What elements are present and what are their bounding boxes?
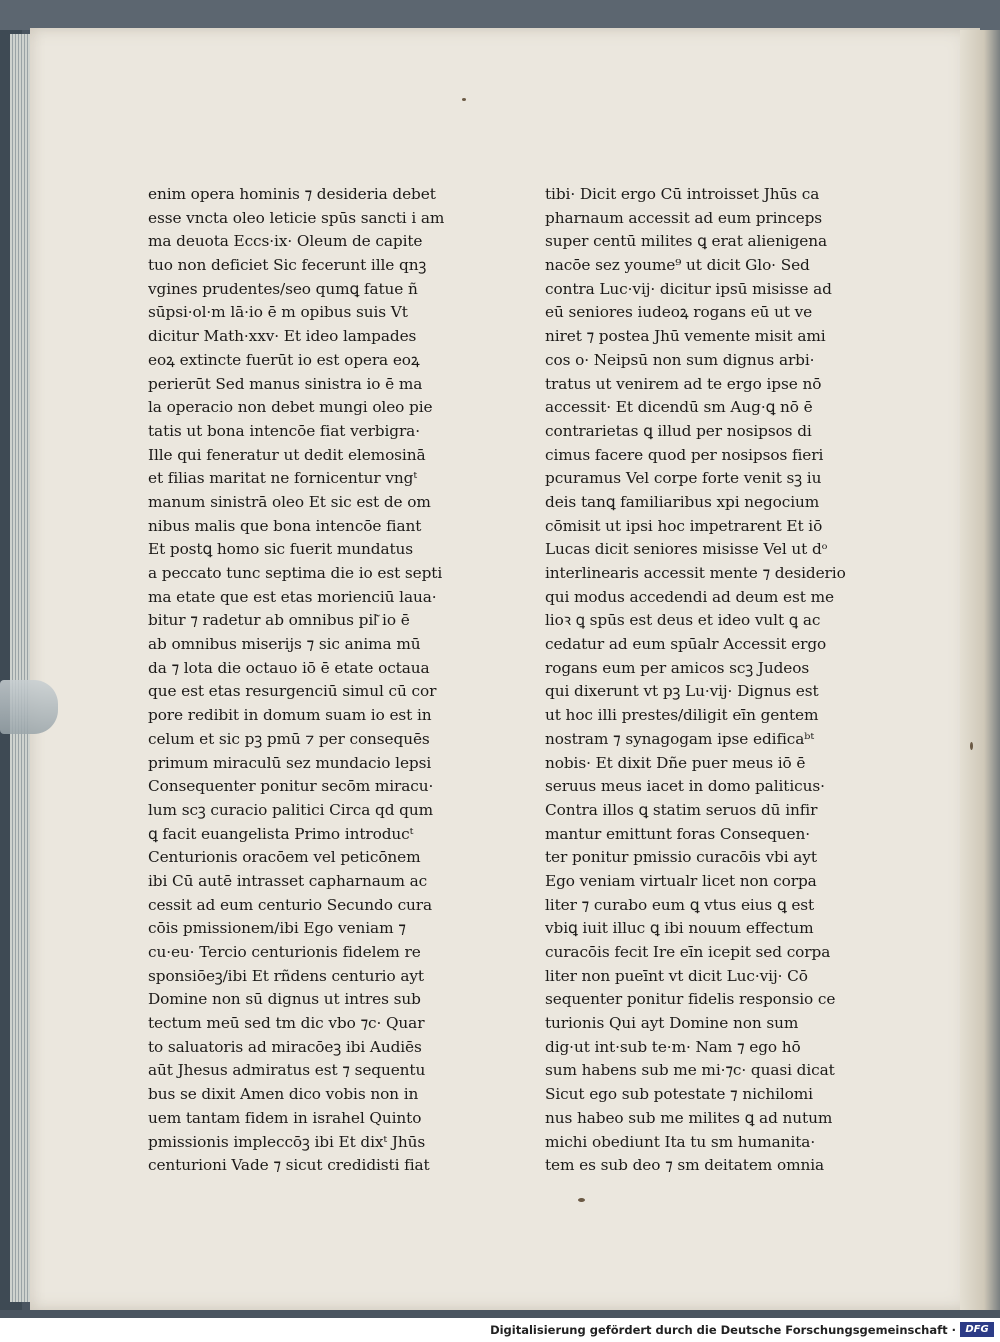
- text-line: deis tanꝗ familiaribus xpi negocium: [545, 492, 820, 511]
- text-line: que est etas resurgenciū simul cū cor: [148, 682, 437, 701]
- text-line: celum et sic pꝫ pmū ⁊ per consequēs: [148, 729, 430, 748]
- text-line: ab omnibus miserijs ⁊ sic anima mū: [148, 635, 421, 654]
- text-line: accessit· Et dicendū sm Aug·ꝗ nō ē: [545, 398, 813, 417]
- text-line: qui modus accedendi ad deum est me: [545, 587, 834, 606]
- text-line: contrarietas ꝗ illud per nosipsos di: [545, 421, 812, 440]
- text-line: nus habeo sub me milites ꝗ ad nutum: [545, 1108, 833, 1127]
- text-line: ter ponitur pmissio curacōis vbi ayt: [545, 848, 817, 867]
- text-line: tratus ut venirem ad te ergo ipse nō: [545, 374, 822, 393]
- text-line: nacōe sez youme⁹ ut dicit Glo· Sed: [545, 256, 810, 275]
- text-line: cedatur ad eum spūalr Accessit ergo: [545, 635, 827, 654]
- text-line: tuo non deficiet Sic fecerunt ille qnꝫ: [148, 256, 427, 275]
- text-line: super centū milites ꝗ erat alienigena: [545, 232, 828, 251]
- text-column-left: [148, 183, 460, 1178]
- text-line: da ⁊ lota die octauo iō ē etate octaua: [148, 658, 430, 677]
- text-line: dicitur Math·xxv· Et ideo lampades: [148, 327, 417, 346]
- text-line: lioꝛ ꝗ spūs est deus et ideo vult ꝗ ac: [545, 611, 821, 630]
- text-line: pcuramus Vel corpe forte venit sꝫ iu: [545, 469, 822, 488]
- text-line: Lucas dicit seniores misisse Vel ut dᵒ: [545, 540, 828, 559]
- paper-speck: [970, 742, 973, 750]
- text-line: nostram ⁊ synagogam ipse edificaᵇᵗ: [545, 729, 814, 748]
- text-line: et filias maritat ne fornicentur vngᵗ: [148, 469, 418, 488]
- text-line: uem tantam fidem in israhel Quinto: [148, 1108, 422, 1127]
- text-line: nibus malis que bona intencōe fiant: [148, 516, 422, 535]
- text-line: Domine non sū dignus ut intres sub: [148, 990, 421, 1009]
- text-line: Sicut ego sub potestate ⁊ nichilomi: [545, 1085, 813, 1104]
- text-line: cōmisit ut ipsi hoc impetrarent Et iō: [545, 516, 823, 535]
- digitization-footer: [0, 1318, 1000, 1342]
- text-line: michi obediunt Ita tu sm humanita·: [545, 1132, 816, 1151]
- text-line: tectum meū sed tm dic vbo ⁊c· Quar: [148, 1014, 425, 1033]
- text-line: Centurionis oracōem vel peticōnem: [148, 848, 421, 867]
- text-line: pore redibit in domum suam io est in: [148, 706, 432, 725]
- text-line: eū seniores iudeoꝝ rogans eū ut ve: [545, 303, 813, 322]
- text-line: bitur ⁊ radetur ab omnibus pil͂ io ē: [148, 611, 410, 630]
- text-line: vgines prudentes/seo qumꝗ fatue ñ: [148, 279, 418, 298]
- dfg-logo: DFG: [960, 1322, 994, 1337]
- text-line: bus se dixit Amen dico vobis non in: [148, 1085, 419, 1104]
- text-line: manum sinistrā oleo Et sic est de om: [148, 492, 431, 511]
- text-line: ut hoc illi prestes/diligit eīn gentem: [545, 706, 819, 725]
- text-line: curacōis fecit Ire eīn icepit sed corpa: [545, 943, 831, 961]
- text-line: nobis· Et dixit Dñe puer meus iō ē: [545, 753, 806, 772]
- text-line: liter non pueīnt vt dicit Luc·vij· Cō: [545, 966, 808, 985]
- text-line: contra Luc·vij· dicitur ipsū misisse ad: [545, 279, 832, 298]
- text-line: ma etate que est etas morienciū laua·: [148, 587, 437, 606]
- paper-speck: [462, 98, 466, 101]
- text-line: dig·ut int·sub te·m· Nam ⁊ ego hō: [545, 1037, 801, 1056]
- text-line: Ego veniam virtualr licet non corpa: [545, 871, 817, 890]
- text-line: ma deuota Eccs·ix· Oleum de capite: [148, 232, 423, 251]
- text-line: niret ⁊ postea Jhū vemente misit ami: [545, 327, 826, 346]
- text-line: vbiꝗ iuit illuc ꝗ ibi nouum effectum: [545, 919, 814, 938]
- text-line: primum miraculū sez mundacio lepsi: [148, 753, 432, 772]
- text-line: ibi Cū autē intrasset capharnaum ac: [148, 871, 428, 890]
- bookmark-tab: [0, 680, 58, 734]
- text-line: Contra illos ꝗ statim seruos dū infir: [545, 800, 818, 819]
- text-line: turionis Qui ayt Domine non sum: [545, 1014, 799, 1033]
- text-line: sponsiōeꝫ/ibi Et rñdens centurio ayt: [148, 966, 424, 985]
- text-line: tatis ut bona intencōe fiat verbigra·: [148, 421, 420, 440]
- text-line: seruus meus iacet in domo paliticus·: [545, 777, 825, 796]
- text-line: qui dixerunt vt pꝫ Lu·vij· Dignus est: [545, 682, 819, 701]
- text-line: to saluatoris ad miracōeꝫ ibi Audiēs: [148, 1037, 422, 1056]
- text-line: rogans eum per amicos scꝫ Judeos: [545, 658, 810, 677]
- text-line: liter ⁊ curabo eum ꝗ vtus eius ꝗ est: [545, 895, 815, 914]
- text-line: eoꝝ extincte fuerūt io est opera eoꝝ: [148, 350, 420, 369]
- text-line: esse vncta oleo leticie spūs sancti i am: [148, 208, 445, 227]
- text-line: Ille qui feneratur ut dedit elemosinā: [148, 445, 426, 464]
- text-line: Consequenter ponitur secōm miracu·: [148, 777, 434, 796]
- paper-speck: [578, 1198, 585, 1202]
- scan-background-top: [0, 0, 1000, 30]
- text-line: enim opera hominis ⁊ desideria debet: [148, 185, 436, 203]
- text-line: interlinearis accessit mente ⁊ desiderio: [545, 564, 846, 582]
- text-line: tem es sub deo ⁊ sm deitatem omnia: [545, 1156, 825, 1175]
- text-line: pharnaum accessit ad eum princeps: [545, 208, 823, 227]
- text-line: ꝗ facit euangelista Primo introducᵗ: [148, 824, 414, 843]
- text-line: tibi· Dicit ergo Cū introisset Jhūs ca: [545, 185, 820, 203]
- text-line: Et postꝗ homo sic fuerit mundatus: [148, 540, 414, 559]
- text-line: cessit ad eum centurio Secundo cura: [148, 895, 433, 914]
- text-line: sum habens sub me mi·⁊c· quasi dicat: [545, 1061, 835, 1080]
- footer-credit: Digitalisierung gefördert durch die Deutsche Forschungsgemeinschaft ·: [490, 1323, 956, 1337]
- text-line: cimus facere quod per nosipsos fieri: [545, 445, 824, 464]
- text-column-right: [545, 183, 857, 1178]
- text-line: a peccato tunc septima die io est septi: [148, 564, 443, 582]
- text-line: sequenter ponitur fidelis responsio ce: [545, 990, 836, 1009]
- text-line: cōis pmissionem/ibi Ego veniam ⁊: [148, 919, 406, 938]
- text-line: aūt Jhesus admiratus est ⁊ sequentu: [148, 1061, 426, 1080]
- text-line: pmissionis impleccōꝫ ibi Et dixᵗ Jhūs: [148, 1132, 426, 1151]
- text-line: cu·eu· Tercio centurionis fidelem re: [148, 943, 421, 961]
- text-line: cos o· Neipsū non sum dignus arbi·: [545, 350, 815, 369]
- page-gutter-right: [960, 30, 1000, 1310]
- text-line: perierūt Sed manus sinistra io ē ma: [148, 374, 423, 393]
- text-line: sūpsi·ol·m lā·io ē m opibus suis Vt: [148, 303, 408, 322]
- text-line: la operacio non debet mungi oleo pie: [148, 398, 433, 417]
- text-line: lum scꝫ curacio palitici Circa qd qum: [148, 800, 434, 819]
- text-line: mantur emittunt foras Consequen·: [545, 824, 811, 843]
- text-line: centurioni Vade ⁊ sicut credidisti fiat: [148, 1156, 430, 1175]
